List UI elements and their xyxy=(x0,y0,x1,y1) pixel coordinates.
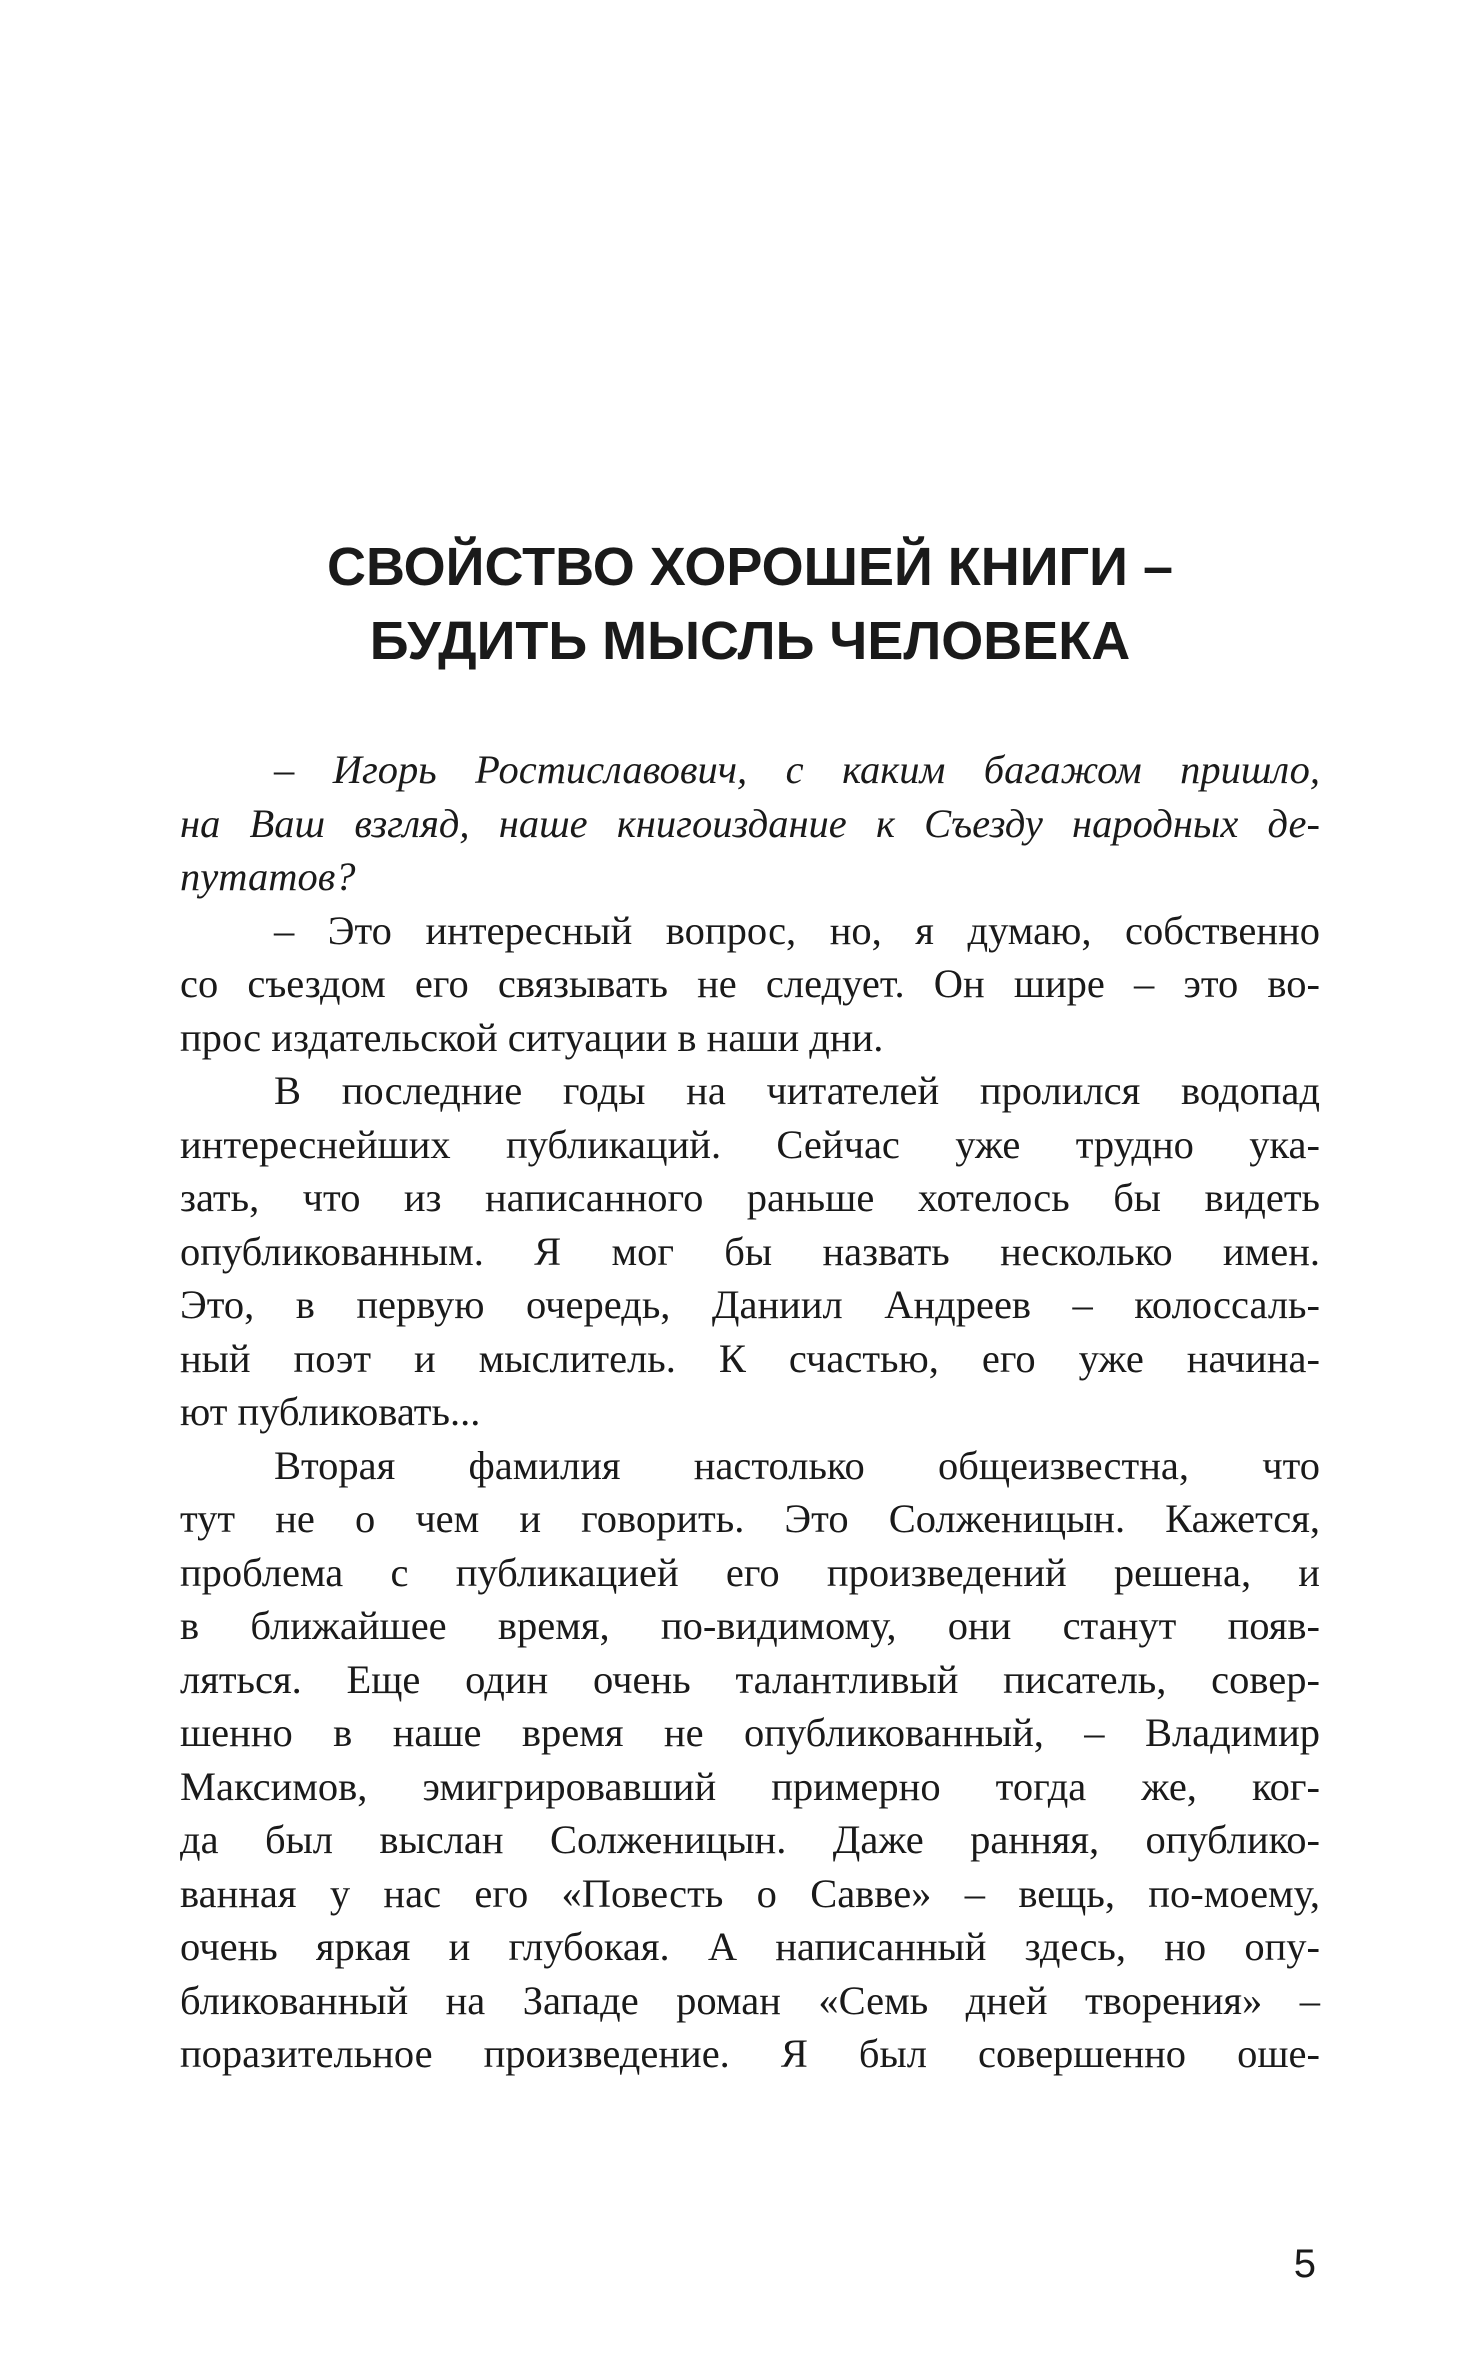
text-line: ляться. Еще один очень талантливый писатель, совер- xyxy=(180,1656,1320,1702)
page-number: 5 xyxy=(1293,2242,1316,2286)
text-line: ванная у нас его «Повесть о Савве» – вещь, по-моему, xyxy=(180,1870,1320,1916)
text-line: ют публиковать... xyxy=(180,1389,481,1434)
text-line: ный поэт и мыслитель. К счастью, его уже начина- xyxy=(180,1335,1320,1381)
text-line: бликованный на Западе роман «Семь дней творения» – xyxy=(180,1977,1320,2023)
text-line: проблема с публикацией его произведений решена, и xyxy=(180,1549,1320,1595)
text-line: на Ваш взгляд, наше книгоиздание к Съезду народных де- xyxy=(180,800,1320,846)
text-line: в ближайшее время, по-видимому, они станут появ- xyxy=(180,1603,1320,1648)
text-line: опубликованным. Я мог бы назвать несколько имен. xyxy=(180,1228,1320,1274)
text-line: зать, что из написанного раньше хотелось бы видеть xyxy=(180,1175,1320,1220)
chapter-title-line: СВОЙСТВО ХОРОШЕЙ КНИГИ – xyxy=(326,537,1174,597)
text-line: В последние годы на читателей пролился водопад xyxy=(274,1068,1320,1113)
text-line: путатов? xyxy=(180,854,356,899)
text-line: очень яркая и глубокая. А написанный здесь, но опу- xyxy=(180,1924,1320,1969)
text-line: тут не о чем и говорить. Это Солженицын. Кажется, xyxy=(180,1496,1320,1541)
text-line: интереснейших публикаций. Сейчас уже трудно ука- xyxy=(180,1121,1320,1167)
text-line: да был выслан Солженицын. Даже ранняя, опублико- xyxy=(180,1817,1320,1862)
text-line: со съездом его связывать не следует. Он шире – это во- xyxy=(180,961,1320,1006)
chapter-title-line: БУДИТЬ МЫСЛЬ ЧЕЛОВЕКА xyxy=(369,611,1131,671)
text-line: прос издательской ситуации в наши дни. xyxy=(180,1014,884,1060)
text-line: Вторая фамилия настолько общеизвестна, что xyxy=(274,1442,1320,1488)
interview-question xyxy=(180,743,1320,904)
text-line: Максимов, эмигрировавший примерно тогда же, ког- xyxy=(180,1763,1320,1809)
text-line: шенно в наше время не опубликованный, – Владимир xyxy=(180,1710,1320,1755)
paragraph xyxy=(180,1439,1320,2081)
text-line: – Это интересный вопрос, но, я думаю, собственно xyxy=(274,907,1320,953)
paragraph xyxy=(180,1064,1320,1439)
chapter-title xyxy=(180,530,1320,678)
text-line: поразительное произведение. Я был совершенно оше- xyxy=(180,2031,1320,2076)
paragraph xyxy=(180,904,1320,1065)
body-text xyxy=(180,743,1320,2081)
text-line: – Игорь Ростиславович, с каким багажом пришло, xyxy=(274,747,1320,792)
text-line: Это, в первую очередь, Даниил Андреев – колоссаль- xyxy=(180,1282,1320,1327)
